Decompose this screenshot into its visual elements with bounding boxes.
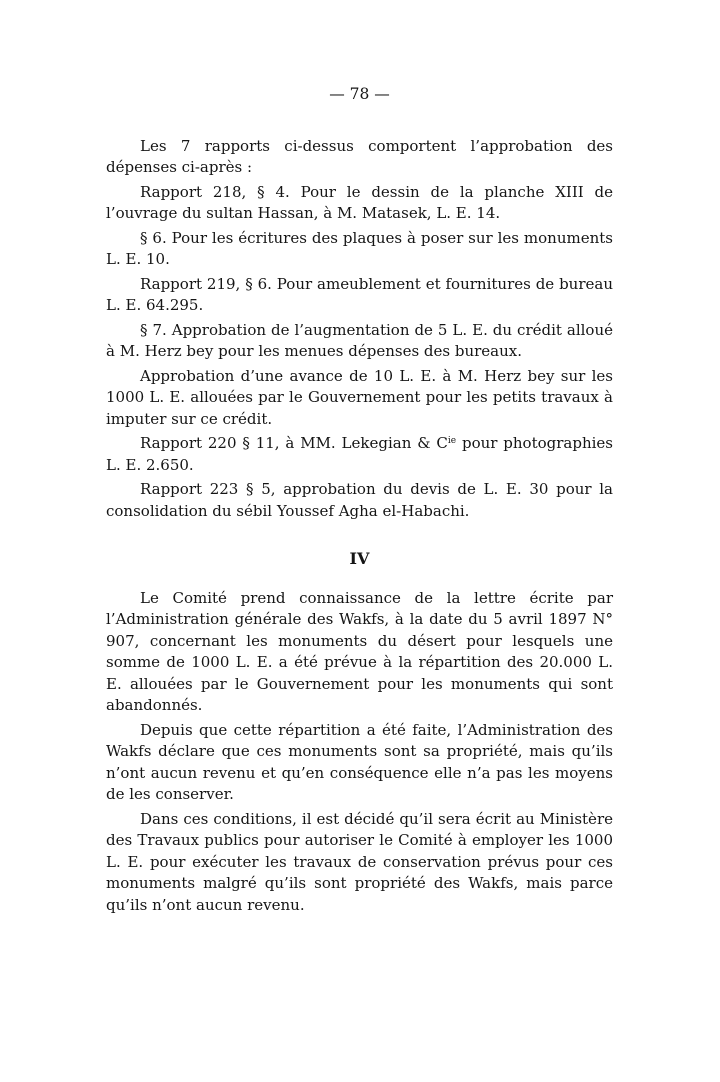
paragraph-comite: Le Comité prend connaissance de la lettre écrite par l’Administration générale des Wakfs, à la date du 5 avril 1897 N° 907, concernant les monuments du désert pour lesquels une somme de 1000 L. E. a été prévue à la répartition des 20.000 L. E. allouées par le Gouvernement pour les monuments qui sont abandonnés. (106, 588, 613, 714)
rapport-220-text: Rapport 220 § 11, à MM. Lekegian & C (140, 434, 448, 452)
paragraph-section-7: § 7. Approbation de l’augmentation de 5 L. E. du crédit alloué à M. Herz bey pour les menues dépenses des bureaux. (106, 320, 613, 360)
paragraph-rapport-218: Rapport 218, § 4. Pour le dessin de la planche XIII de l’ouvrage du sultan Hassan, à M. Matasek, L. E. 14. (106, 182, 613, 222)
paragraph-rapport-220 (106, 433, 613, 476)
paragraph-intro: Les 7 rapports ci-dessus comportent l’approbation des dépenses ci-après : (106, 136, 613, 176)
paragraph-rapport-219: Rapport 219, § 6. Pour ameublement et fournitures de bureau L. E. 64.295. (106, 274, 613, 314)
document-page (106, 84, 613, 919)
rapport-220-text-end: pour photographies L. E. 2.650. (106, 434, 613, 474)
section-heading: IV (349, 549, 370, 568)
page-number: — 78 — (329, 85, 390, 103)
paragraph-section-6: § 6. Pour les écritures des plaques à poser sur les monuments L. E. 10. (106, 228, 613, 268)
paragraph-conditions: Dans ces conditions, il est décidé qu’il sera écrit au Ministère des Travaux publics pour autoriser le Comité à employer les 1000 L. E. pour exécuter les travaux de conservation prévus pour ces monuments malgré qu’ils sont propriété des Wakfs, mais parce qu’ils n’ont aucun revenu. (106, 809, 613, 914)
paragraph-rapport-223: Rapport 223 § 5, approbation du devis de L. E. 30 pour la consolidation du sébil Youssef Agha el-Habachi. (106, 480, 613, 520)
paragraph-depuis: Depuis que cette répartition a été faite, l’Administration des Wakfs déclare que ces monuments sont sa propriété, mais qu’ils n’ont aucun revenu et qu’en conséquence elle n’a pas les moyens de les conserver. (106, 720, 613, 803)
paragraph-avance: Approbation d’une avance de 10 L. E. à M. Herz bey sur les 1000 L. E. allouées par le Gouvernement pour les petits travaux à imputer sur ce crédit. (106, 366, 613, 428)
superscript-ie: ie (447, 436, 457, 446)
